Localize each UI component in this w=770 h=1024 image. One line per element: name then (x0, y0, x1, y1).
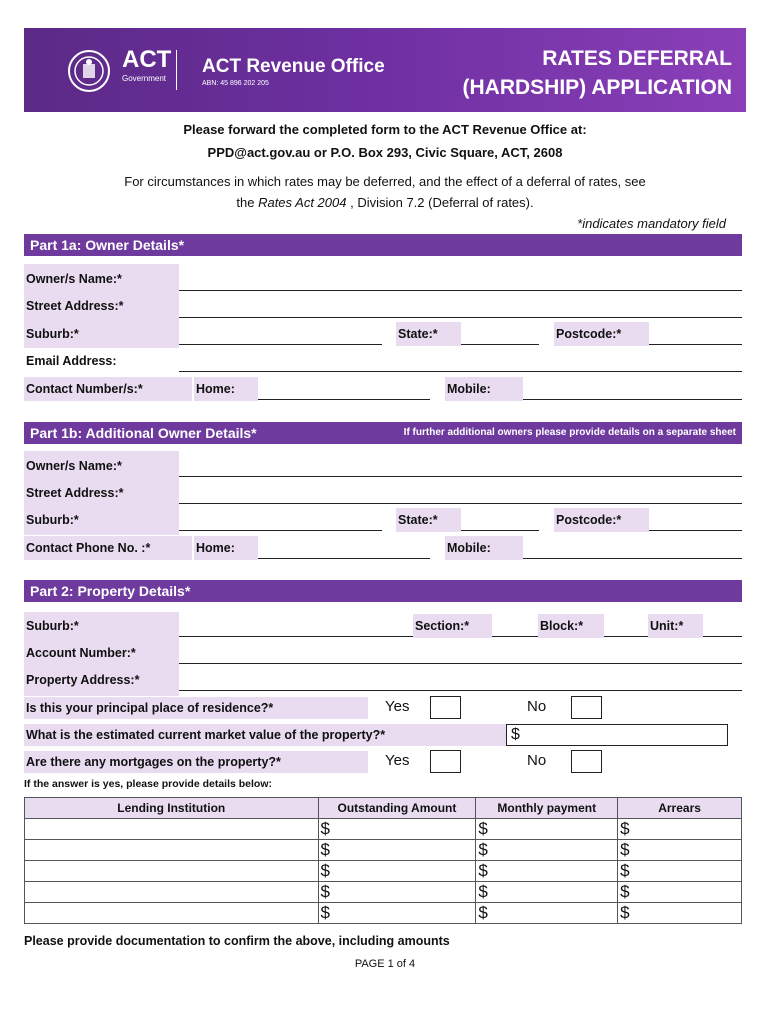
monthly-cell[interactable]: $ (476, 840, 618, 861)
logo-text: ACT (122, 46, 172, 73)
lending-cell[interactable] (25, 840, 319, 861)
unit-input[interactable] (703, 636, 742, 637)
postcode2-label: Postcode:* (554, 508, 649, 532)
residence-no-label: No (527, 698, 547, 715)
col-arrears: Arrears (618, 798, 742, 819)
state-label: State:* (396, 322, 461, 346)
documentation-note: Please provide documentation to confirm the above, including amounts (24, 934, 450, 948)
mobile2-label: Mobile: (445, 536, 523, 560)
part1b-note: If further additional owners please provide details on a separate sheet (403, 427, 736, 438)
act-crest-icon (68, 50, 110, 92)
arrears-cell[interactable]: $ (618, 840, 742, 861)
rates-act-ref: Rates Act 2004 (258, 195, 347, 210)
mobile-input[interactable] (523, 399, 742, 400)
lending-cell[interactable] (25, 903, 319, 924)
residence-yes-checkbox[interactable] (430, 696, 461, 719)
part2-header (24, 580, 742, 602)
mortgage-question: Are there any mortgages on the property?* (26, 755, 281, 769)
mobile2-input[interactable] (523, 558, 742, 559)
street2-input[interactable] (179, 503, 742, 504)
market-dollar: $ (511, 726, 520, 743)
lending-cell[interactable] (25, 861, 319, 882)
state2-label: State:* (396, 508, 461, 532)
block-input[interactable] (604, 636, 648, 637)
col-outstanding: Outstanding Amount (318, 798, 476, 819)
postcode2-input[interactable] (649, 530, 742, 531)
section-input[interactable] (492, 636, 538, 637)
email-input[interactable] (179, 371, 742, 372)
header-banner (24, 28, 746, 112)
arrears-cell[interactable]: $ (618, 882, 742, 903)
form-title (463, 44, 733, 102)
title-line-2: (HARDSHIP) APPLICATION (462, 76, 732, 99)
abn: ABN: 45 896 202 205 (202, 80, 269, 87)
logo-divider (176, 50, 177, 90)
owner-name-label: Owner/s Name:* (26, 272, 122, 286)
street-input[interactable] (179, 317, 742, 318)
account-input[interactable] (179, 663, 742, 664)
table-row (25, 882, 742, 903)
mortgage-yes-label: Yes (385, 752, 410, 769)
suburb2-input[interactable] (179, 530, 382, 531)
unit-label: Unit:* (648, 614, 703, 638)
lending-cell[interactable] (25, 819, 319, 840)
table-row (25, 903, 742, 924)
intro-line-4 (0, 195, 770, 210)
table-row (25, 840, 742, 861)
mortgage-no-checkbox[interactable] (571, 750, 602, 773)
prop-suburb-label: Suburb:* (26, 619, 79, 633)
outstanding-cell[interactable]: $ (318, 840, 476, 861)
monthly-cell[interactable]: $ (476, 861, 618, 882)
outstanding-cell[interactable]: $ (318, 861, 476, 882)
outstanding-cell[interactable]: $ (318, 882, 476, 903)
mobile-label: Mobile: (445, 377, 523, 401)
part1b-title: Part 1b: Additional Owner Details* (30, 425, 257, 441)
suburb-input[interactable] (179, 344, 382, 345)
arrears-cell[interactable]: $ (618, 861, 742, 882)
block-label: Block:* (538, 614, 604, 638)
intro-line-1: Please forward the completed form to the ACT Revenue Office at: (183, 122, 587, 137)
table-header-row (25, 798, 742, 819)
owner-name-input[interactable] (179, 290, 742, 291)
prop-address-label: Property Address:* (26, 673, 140, 687)
postcode-input[interactable] (649, 344, 742, 345)
outstanding-cell[interactable]: $ (318, 819, 476, 840)
mortgage-yes-checkbox[interactable] (430, 750, 461, 773)
email-label: Email Address: (26, 354, 117, 368)
monthly-cell[interactable]: $ (476, 882, 618, 903)
residence-yes-label: Yes (385, 698, 410, 715)
suburb-label: Suburb:* (26, 327, 79, 341)
state2-input[interactable] (461, 530, 539, 531)
home-input[interactable] (258, 399, 430, 400)
line4-post: , Division 7.2 (Deferral of rates). (346, 195, 534, 210)
mortgage-no-label: No (527, 752, 547, 769)
street-label: Street Address:* (26, 299, 124, 313)
part2-title: Part 2: Property Details* (30, 583, 191, 599)
postcode-label: Postcode:* (554, 322, 649, 346)
prop-address-input[interactable] (179, 690, 742, 691)
contact2-label: Contact Phone No. :* (24, 536, 192, 560)
home2-label: Home: (194, 536, 258, 560)
prop-suburb-input[interactable] (179, 636, 413, 637)
market-value-input[interactable] (506, 724, 728, 746)
arrears-cell[interactable]: $ (618, 819, 742, 840)
title-line-1: RATES DEFERRAL (542, 47, 732, 70)
state-input[interactable] (461, 344, 539, 345)
contact-label: Contact Number/s:* (24, 377, 192, 401)
part1a-title: Part 1a: Owner Details* (30, 237, 185, 253)
part1a-header (24, 234, 742, 256)
monthly-cell[interactable]: $ (476, 903, 618, 924)
logo-sub: Government (122, 74, 167, 83)
if-yes-note: If the answer is yes, please provide details below: (24, 778, 273, 790)
section-label: Section:* (413, 614, 492, 638)
account-label: Account Number:* (26, 646, 136, 660)
lending-cell[interactable] (25, 882, 319, 903)
owner2-name-input[interactable] (179, 476, 742, 477)
outstanding-cell[interactable]: $ (318, 903, 476, 924)
page-number: PAGE 1 of 4 (354, 958, 416, 970)
owner2-name-label: Owner/s Name:* (26, 459, 122, 473)
arrears-cell[interactable]: $ (618, 903, 742, 924)
mortgage-table (24, 797, 742, 924)
monthly-cell[interactable]: $ (476, 819, 618, 840)
market-value-question: What is the estimated current market value of the property?* (26, 728, 386, 742)
mandatory-note: *indicates mandatory field (577, 216, 726, 231)
part1b-header (24, 422, 742, 444)
office-name: ACT Revenue Office (202, 56, 385, 77)
home-label: Home: (194, 377, 258, 401)
intro-line-2: PPD@act.gov.au or P.O. Box 293, Civic Square, ACT, 2608 (207, 145, 563, 160)
residence-no-checkbox[interactable] (571, 696, 602, 719)
residence-question: Is this your principal place of residence?* (26, 701, 274, 715)
table-row (25, 861, 742, 882)
suburb2-label: Suburb:* (26, 513, 79, 527)
street2-label: Street Address:* (26, 486, 124, 500)
home2-input[interactable] (258, 558, 430, 559)
col-monthly: Monthly payment (476, 798, 618, 819)
table-row (25, 819, 742, 840)
col-lending: Lending Institution (25, 798, 319, 819)
intro-line-3: For circumstances in which rates may be deferred, and the effect of a deferral of rates, see (124, 174, 646, 189)
line4-pre: the (236, 195, 259, 210)
